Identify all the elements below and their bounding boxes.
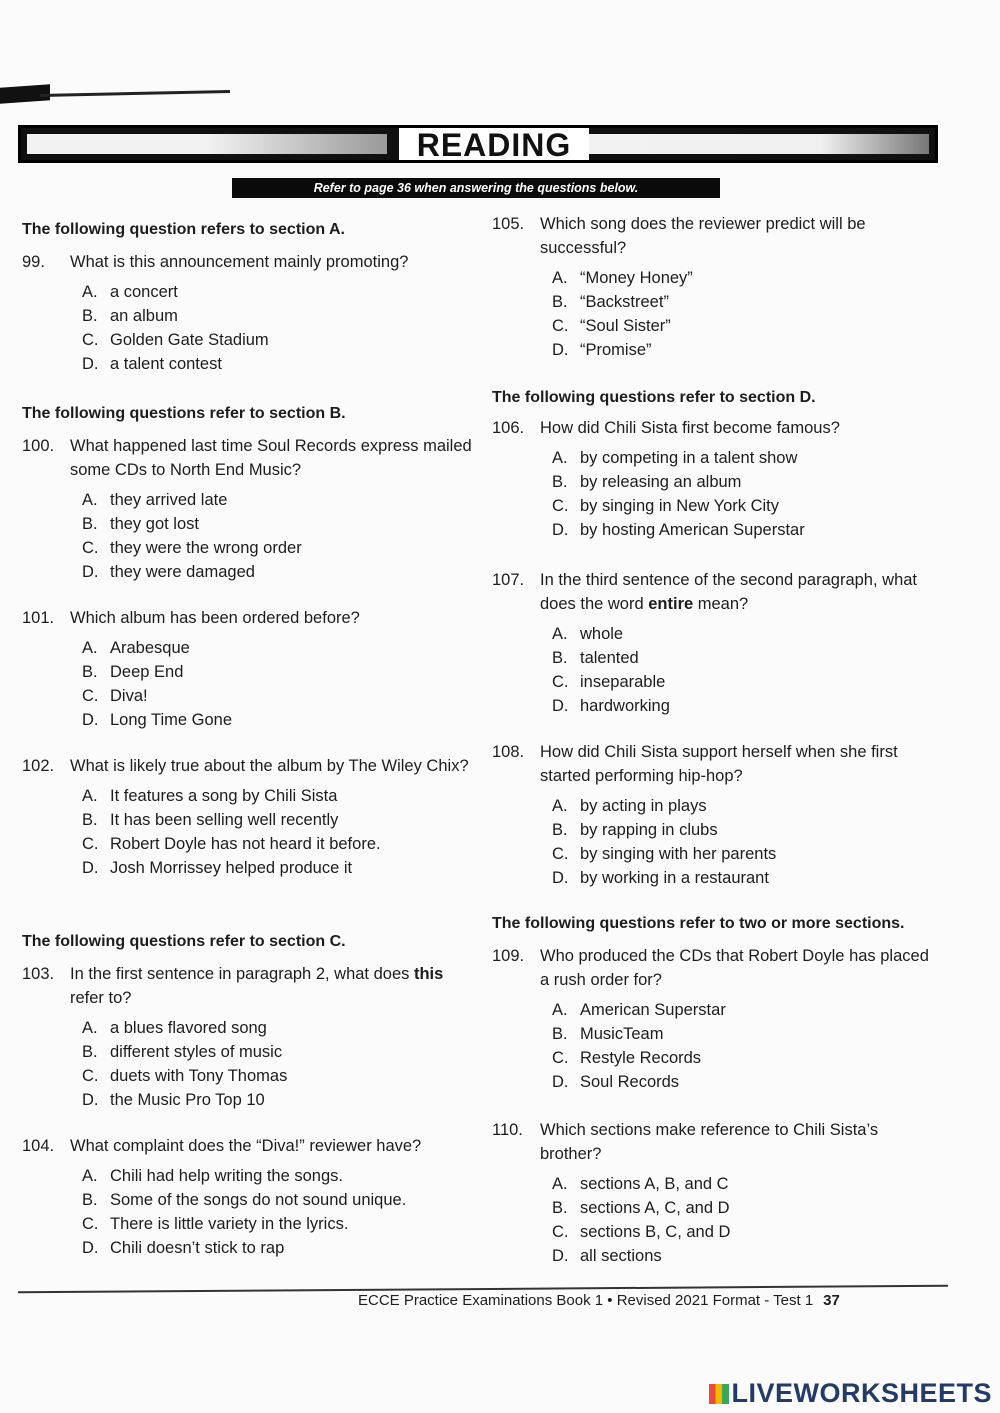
option[interactable]: C. “Soul Sister”	[552, 317, 671, 335]
options-list	[552, 266, 942, 362]
options-list	[552, 998, 942, 1094]
page-title: READING	[399, 128, 589, 160]
option[interactable]: D. they were damaged	[82, 563, 255, 581]
question-stem: In the first sentence in paragraph 2, what does this refer to?	[70, 965, 444, 1007]
liveworksheets-logo-icon	[709, 1384, 729, 1404]
options-list	[552, 1172, 942, 1268]
reading-banner	[18, 125, 938, 163]
option[interactable]: D. a talent contest	[82, 355, 222, 373]
banner-right-stripe	[569, 134, 929, 154]
question-109	[492, 944, 942, 1094]
option[interactable]: C. Diva!	[82, 687, 148, 705]
option[interactable]: D. the Music Pro Top 10	[82, 1091, 265, 1109]
option[interactable]: A. “Money Honey”	[552, 269, 693, 287]
question-102	[22, 754, 472, 880]
question-107	[492, 568, 942, 718]
option[interactable]: A. a concert	[82, 283, 178, 301]
footer-text: ECCE Practice Examinations Book 1 • Revised 2021 Format - Test 1	[358, 1292, 814, 1309]
options-list	[82, 784, 472, 880]
option[interactable]: D. Chili doesn’t stick to rap	[82, 1239, 285, 1257]
options-list	[82, 488, 472, 584]
option[interactable]: D. hardworking	[552, 697, 670, 715]
option[interactable]: D. by hosting American Superstar	[552, 521, 805, 539]
option[interactable]: C. by singing in New York City	[552, 497, 780, 515]
options-list	[82, 1016, 472, 1112]
watermark	[709, 1378, 992, 1409]
section-heading: The following questions refer to section D.	[492, 389, 816, 406]
option[interactable]: C. Robert Doyle has not heard it before.	[82, 835, 381, 853]
options-list	[552, 622, 942, 718]
question-number: 104.	[22, 1137, 55, 1155]
question-99	[22, 250, 472, 376]
option[interactable]: B. “Backstreet”	[552, 293, 669, 311]
option[interactable]: B. It has been selling well recently	[82, 811, 339, 829]
option[interactable]: B. an album	[82, 307, 178, 325]
page-number: 37	[823, 1292, 840, 1309]
options-list	[552, 446, 942, 542]
option[interactable]: C. Golden Gate Stadium	[82, 331, 269, 349]
question-number: 99.	[22, 253, 45, 271]
option[interactable]: B. different styles of music	[82, 1043, 283, 1061]
question-stem: What happened last time Soul Records express mailed some CDs to North End Music?	[70, 437, 472, 479]
question-number: 109.	[492, 947, 525, 965]
question-number: 108.	[492, 743, 525, 761]
question-stem: How did Chili Sista support herself when she first started performing hip-hop?	[540, 743, 898, 785]
option[interactable]: A. sections A, B, and C	[552, 1175, 729, 1193]
option[interactable]: A. It features a song by Chili Sista	[82, 787, 338, 805]
option[interactable]: C. by singing with her parents	[552, 845, 777, 863]
banner-left-stripe	[27, 134, 387, 154]
question-number: 110.	[492, 1121, 523, 1139]
option[interactable]: A. Arabesque	[82, 639, 190, 657]
question-number: 101.	[22, 609, 55, 627]
instruction-bar	[232, 178, 720, 198]
option[interactable]: D. by working in a restaurant	[552, 869, 769, 887]
option[interactable]: A. Chili had help writing the songs.	[82, 1167, 343, 1185]
question-stem: What is likely true about the album by The Wiley Chix?	[70, 757, 469, 775]
question-103	[22, 962, 472, 1112]
question-stem: What complaint does the “Diva!” reviewer have?	[70, 1137, 422, 1155]
option[interactable]: C. they were the wrong order	[82, 539, 302, 557]
options-list	[82, 280, 472, 376]
instruction-text: Refer to page 36 when answering the questions below.	[313, 181, 639, 195]
option[interactable]: D. “Promise”	[552, 341, 652, 359]
question-number: 107.	[492, 571, 525, 589]
section-heading: The following questions refer to two or more sections.	[492, 915, 905, 932]
question-stem: Which sections make reference to Chili Sista’s brother?	[540, 1121, 879, 1163]
options-list	[552, 794, 942, 890]
option[interactable]: A. whole	[552, 625, 624, 643]
question-stem: Which album has been ordered before?	[70, 609, 360, 627]
section-heading: The following questions refer to section B.	[22, 405, 346, 422]
option[interactable]: D. Soul Records	[552, 1073, 680, 1091]
option[interactable]: B. they got lost	[82, 515, 199, 533]
options-list	[82, 636, 472, 732]
option[interactable]: A. American Superstar	[552, 1001, 726, 1019]
question-stem: What is this announcement mainly promoting?	[70, 253, 409, 271]
option[interactable]: B. by releasing an album	[552, 473, 742, 491]
question-101	[22, 606, 472, 732]
question-108	[492, 740, 942, 890]
question-stem: Who produced the CDs that Robert Doyle has placed a rush order for?	[540, 947, 929, 989]
watermark-text: LIVEWORKSHEETS	[731, 1378, 992, 1408]
page-footer	[358, 1292, 840, 1309]
option[interactable]: B. talented	[552, 649, 639, 667]
section-heading: The following question refers to section A.	[22, 221, 345, 238]
question-number: 106.	[492, 419, 525, 437]
question-number: 100.	[22, 437, 55, 455]
option[interactable]: A. by acting in plays	[552, 797, 707, 815]
question-stem: How did Chili Sista first become famous?	[540, 419, 840, 437]
option[interactable]: A. a blues flavored song	[82, 1019, 267, 1037]
question-number: 103.	[22, 965, 55, 983]
option[interactable]: B. Deep End	[82, 663, 184, 681]
question-110	[492, 1118, 942, 1268]
question-104	[22, 1134, 472, 1260]
option[interactable]: A. by competing in a talent show	[552, 449, 798, 467]
option[interactable]: C. Restyle Records	[552, 1049, 702, 1067]
option[interactable]: C. duets with Tony Thomas	[82, 1067, 288, 1085]
section-heading: The following questions refer to section C.	[22, 933, 346, 950]
option[interactable]: B. Some of the songs do not sound unique.	[82, 1191, 407, 1209]
question-105	[492, 212, 942, 362]
question-number: 102.	[22, 757, 55, 775]
option[interactable]: C. sections B, C, and D	[552, 1223, 731, 1241]
option[interactable]: D. all sections	[552, 1247, 662, 1265]
option[interactable]: B. by rapping in clubs	[552, 821, 718, 839]
question-stem: Which song does the reviewer predict will be successful?	[540, 215, 866, 257]
options-list	[82, 1164, 472, 1260]
option[interactable]: D. Josh Morrissey helped produce it	[82, 859, 353, 877]
option[interactable]: B. MusicTeam	[552, 1025, 664, 1043]
option[interactable]: C. inseparable	[552, 673, 666, 691]
question-106	[492, 416, 942, 542]
option[interactable]: A. they arrived late	[82, 491, 228, 509]
option[interactable]: D. Long Time Gone	[82, 711, 232, 729]
question-100	[22, 434, 472, 584]
option[interactable]: C. There is little variety in the lyrics.	[82, 1215, 349, 1233]
option[interactable]: B. sections A, C, and D	[552, 1199, 730, 1217]
question-number: 105.	[492, 215, 525, 233]
scan-top-line	[40, 90, 230, 97]
question-stem: In the third sentence of the second paragraph, what does the word entire mean?	[540, 571, 918, 613]
